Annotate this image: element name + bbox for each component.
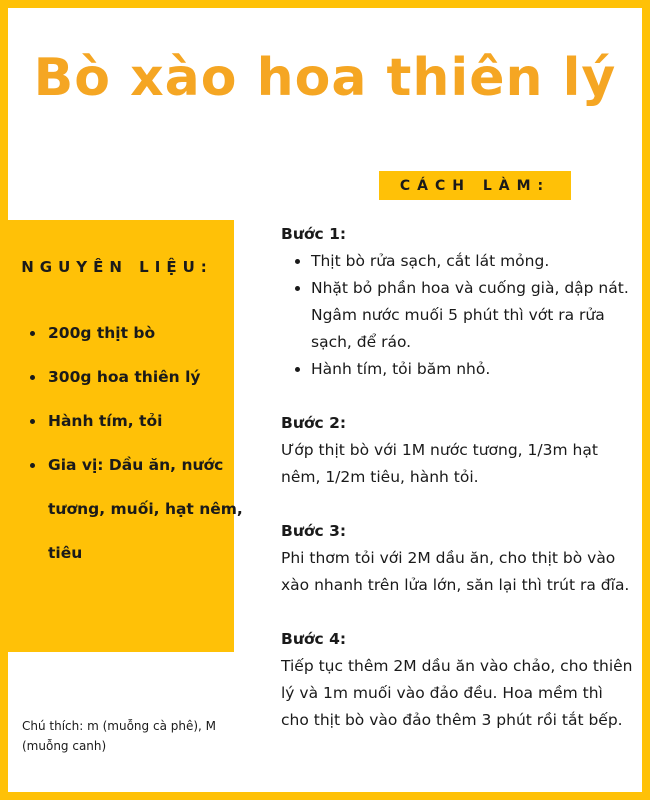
ingredient-item: • 300g hoa thiên lý <box>46 355 246 399</box>
step-bullet: • Thịt bò rửa sạch, cắt lát mỏng. <box>311 248 633 275</box>
step-3 <box>281 518 633 599</box>
step-text: Tiếp tục thêm 2M dầu ăn vào chảo, cho thiên lý và 1m muối vào đảo đều. Hoa mềm thì cho thịt bò vào đảo thêm 3 phút rồi tắt bếp. <box>281 657 633 729</box>
ingredients-list <box>22 311 246 575</box>
step-bullets <box>281 248 633 383</box>
step-title: Bước 2: <box>281 414 347 432</box>
step-bullet: • Nhặt bỏ phần hoa và cuống già, dập nát. Ngâm nước muối 5 phút thì vớt ra rửa sạch, để ráo. <box>311 275 633 356</box>
ingredient-item: • Gia vị: Dầu ăn, nước tương, muối, hạt nêm, tiêu <box>46 443 246 575</box>
step-2 <box>281 410 633 491</box>
steps-section <box>281 221 633 761</box>
step-title: Bước 1: <box>281 225 347 243</box>
step-title: Bước 4: <box>281 630 347 648</box>
step-bullet: • Hành tím, tỏi băm nhỏ. <box>311 356 633 383</box>
ingredients-label: NGUYÊN LIỆU: <box>21 258 213 276</box>
step-text: Phi thơm tỏi với 2M dầu ăn, cho thịt bò vào xào nhanh trên lửa lớn, săn lại thì trút ra đĩa. <box>281 549 630 594</box>
ingredient-item: • Hành tím, tỏi <box>46 399 246 443</box>
method-label: CÁCH LÀM: <box>379 171 571 200</box>
step-1 <box>281 221 633 383</box>
step-text: Ướp thịt bò với 1M nước tương, 1/3m hạt nêm, 1/2m tiêu, hành tỏi. <box>281 441 598 486</box>
step-4 <box>281 626 633 734</box>
measure-note: Chú thích: m (muỗng cà phê), M (muỗng canh) <box>22 719 217 753</box>
ingredient-item: • 200g thịt bò <box>46 311 246 355</box>
step-title: Bước 3: <box>281 522 347 540</box>
recipe-title: Bò xào hoa thiên lý <box>33 48 617 108</box>
